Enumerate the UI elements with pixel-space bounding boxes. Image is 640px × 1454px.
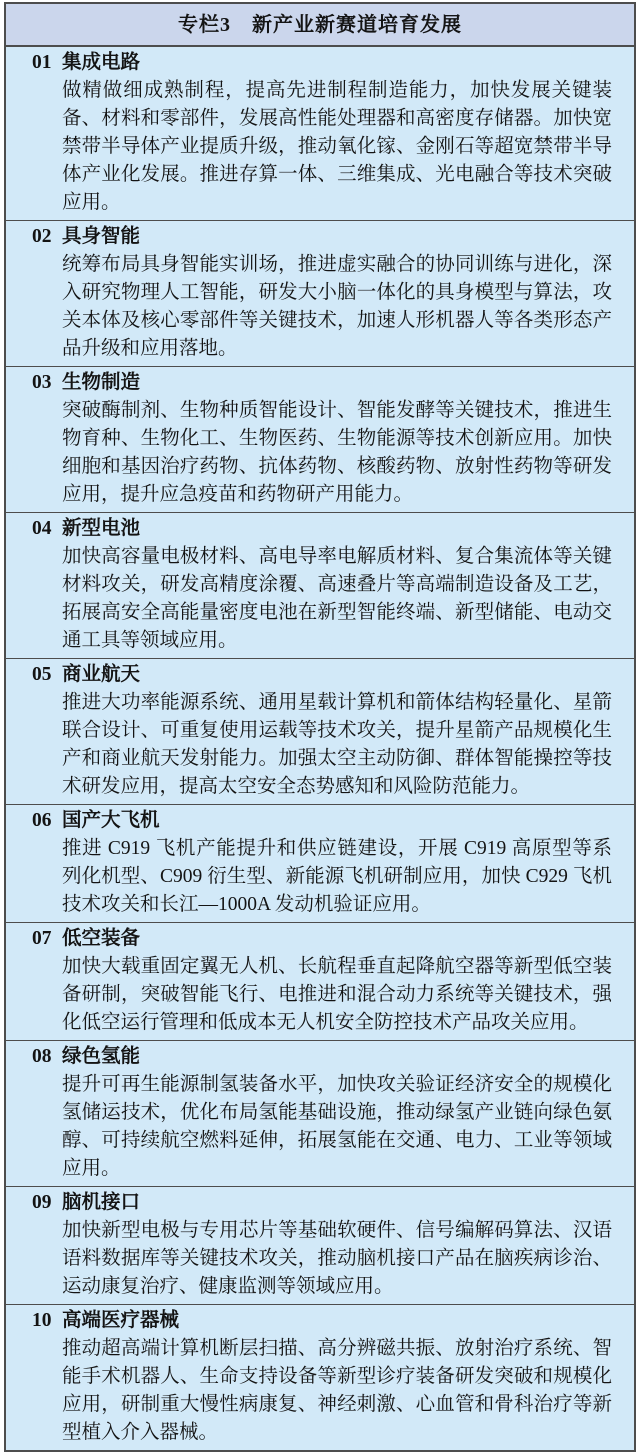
- item-number: 10: [32, 1310, 52, 1331]
- item-header: [32, 925, 612, 953]
- item-header: [32, 515, 612, 543]
- item-description: 推动超高端计算机断层扫描、高分辨磁共振、放射治疗系统、智能手术机器人、生命支持设备等新型诊疗装备研发突破和规模化应用，研制重大慢性病康复、神经刺激、心血管和骨科治疗等新型植入介入器械。: [62, 1338, 612, 1443]
- item-description: 统筹布局具身智能实训场，推进虚实融合的协同训练与进化，深入研究物理人工智能，研发大小脑一体化的具身模型与算法，攻关本体及核心零部件等关键技术，加速人形机器人等各类形态产品升级和应用落地。: [62, 254, 612, 359]
- list-item: [6, 658, 634, 804]
- item-number: 09: [32, 1192, 52, 1213]
- item-title: 具身智能: [62, 226, 141, 247]
- item-title: 脑机接口: [62, 1192, 141, 1213]
- item-title: 商业航天: [62, 664, 141, 685]
- list-item: [6, 47, 634, 220]
- item-number: 04: [32, 518, 52, 539]
- list-item: [6, 1304, 634, 1450]
- item-description: 推进大功率能源系统、通用星载计算机和箭体结构轻量化、星箭联合设计、可重复使用运载等技术攻关，提升星箭产品规模化生产和商业航天发射能力。加强太空主动防御、群体智能操控等技术研发应用，提高太空安全态势感知和风险防范能力。: [62, 692, 612, 797]
- item-description: 提升可再生能源制氢装备水平，加快攻关验证经济安全的规模化氢储运技术，优化布局氢能基础设施，推动绿氢产业链向绿色氨醇、可持续航空燃料延伸，拓展氢能在交通、电力、工业等领域应用。: [62, 1074, 612, 1179]
- item-description: 加快高容量电极材料、高电导率电解质材料、复合集流体等关键材料攻关，研发高精度涂覆、高速叠片等高端制造设备及工艺，拓展高安全高能量密度电池在新型智能终端、新型储能、电动交通工具等领域应用。: [62, 546, 612, 651]
- list-item: [6, 1040, 634, 1186]
- item-header: [32, 223, 612, 251]
- item-title: 生物制造: [62, 372, 141, 393]
- item-number: 07: [32, 928, 52, 949]
- item-number: 06: [32, 810, 52, 831]
- item-number: 08: [32, 1046, 52, 1067]
- item-header: [32, 1307, 612, 1335]
- item-title: 国产大飞机: [62, 810, 160, 831]
- item-title: 低空装备: [62, 928, 141, 949]
- panel-title: 专栏3 新产业新赛道培育发展: [6, 4, 634, 47]
- list-item: [6, 512, 634, 658]
- item-header: [32, 661, 612, 689]
- list-item: [6, 220, 634, 366]
- item-number: 05: [32, 664, 52, 685]
- item-header: [32, 1189, 612, 1217]
- item-header: [32, 1043, 612, 1071]
- item-description: 加快大载重固定翼无人机、长航程垂直起降航空器等新型低空装备研制，突破智能飞行、电推进和混合动力系统等关键技术，强化低空运行管理和低成本无人机安全防控技术产品攻关应用。: [62, 956, 612, 1033]
- list-item: [6, 1186, 634, 1304]
- item-title: 新型电池: [62, 518, 141, 539]
- list-item: [6, 922, 634, 1040]
- policy-box: [4, 2, 636, 1452]
- list-item: [6, 804, 634, 922]
- item-title: 绿色氢能: [62, 1046, 141, 1067]
- item-number: 01: [32, 52, 52, 73]
- item-title: 高端医疗器械: [62, 1310, 180, 1331]
- item-description: 做精做细成熟制程，提高先进制程制造能力，加快发展关键装备、材料和零部件，发展高性能处理器和高密度存储器。加快宽禁带半导体产业提质升级，推动氧化镓、金刚石等超宽禁带半导体产业化发展。推进存算一体、三维集成、光电融合等技术突破应用。: [62, 80, 612, 213]
- item-header: [32, 807, 612, 835]
- item-number: 03: [32, 372, 52, 393]
- item-title: 集成电路: [62, 52, 141, 73]
- item-description: 推进 C919 飞机产能提升和供应链建设，开展 C919 高原型等系列化机型、C909 衍生型、新能源飞机研制应用，加快 C929 飞机技术攻关和长江—1000A 发动机验证应用。: [62, 838, 612, 915]
- item-description: 加快新型电极与专用芯片等基础软硬件、信号编解码算法、汉语语料数据库等关键技术攻关，推动脑机接口产品在脑疾病诊治、运动康复治疗、健康监测等领域应用。: [62, 1220, 612, 1297]
- item-header: [32, 49, 612, 77]
- item-number: 02: [32, 226, 52, 247]
- item-header: [32, 369, 612, 397]
- item-description: 突破酶制剂、生物种质智能设计、智能发酵等关键技术，推进生物育种、生物化工、生物医药、生物能源等技术创新应用。加快细胞和基因治疗药物、抗体药物、核酸药物、放射性药物等研发应用，提升应急疫苗和药物研产用能力。: [62, 400, 612, 505]
- list-item: [6, 366, 634, 512]
